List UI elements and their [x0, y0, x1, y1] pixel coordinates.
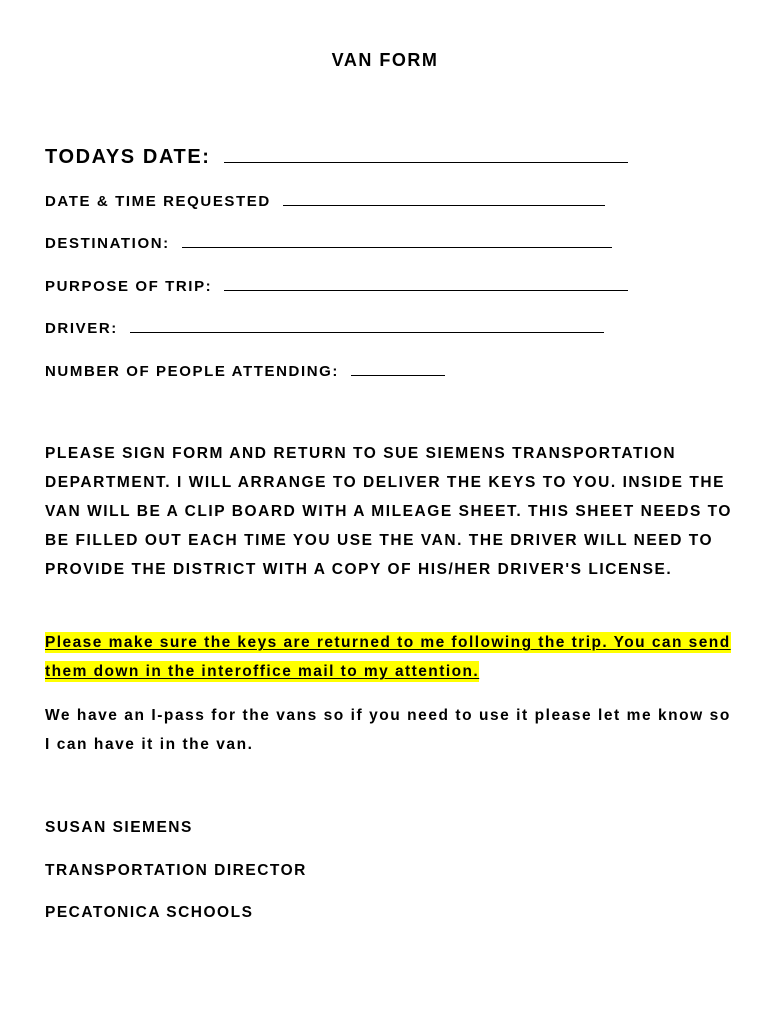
signature-name: SUSAN SIEMENS: [45, 819, 193, 836]
purpose-of-trip-field: [45, 276, 628, 295]
purpose-of-trip-label: PURPOSE OF TRIP:: [45, 278, 213, 295]
number-attending-field: [45, 361, 445, 380]
todays-date-field: [45, 146, 628, 169]
driver-field: [45, 318, 604, 337]
page-title: VAN FORM: [331, 50, 439, 70]
highlighted-note-text: Please make sure the keys are returned to me following the trip. You can send them down in the interoffice mail to my attention.: [45, 634, 731, 680]
todays-date-label: TODAYS DATE:: [45, 146, 211, 168]
ipass-note: We have an I-pass for the vans so if you need to use it please let me know so I can have it in the van.: [45, 707, 731, 753]
todays-date-blank[interactable]: [224, 148, 628, 163]
driver-blank[interactable]: [130, 318, 604, 333]
signature-role: TRANSPORTATION DIRECTOR: [45, 862, 307, 879]
destination-field: [45, 233, 612, 252]
date-time-requested-field: [45, 191, 605, 210]
destination-label: DESTINATION:: [45, 235, 170, 252]
purpose-of-trip-blank[interactable]: [224, 276, 628, 291]
destination-blank[interactable]: [182, 233, 612, 248]
driver-label: DRIVER:: [45, 320, 118, 337]
instructions-paragraph: PLEASE SIGN FORM AND RETURN TO SUE SIEMENS TRANSPORTATION DEPARTMENT. I WILL ARRANGE TO DELIVER THE KEYS TO YOU. INSIDE THE VAN WILL BE A CLIP BOARD WITH A MILEAGE SHEET. THIS SHEET NEEDS TO BE FILLED OUT EACH TIME YOU USE THE VAN. THE DRIVER WILL NEED TO PROVIDE THE DISTRICT WITH A COPY OF HIS/HER DRIVER'S LICENSE.: [45, 445, 733, 578]
number-attending-blank[interactable]: [351, 361, 445, 376]
signature-organization: PECATONICA SCHOOLS: [45, 904, 254, 921]
number-attending-label: NUMBER OF PEOPLE ATTENDING:: [45, 363, 340, 380]
date-time-requested-blank[interactable]: [283, 191, 605, 206]
date-time-requested-label: DATE & TIME REQUESTED: [45, 193, 271, 210]
highlighted-note: [45, 628, 735, 686]
